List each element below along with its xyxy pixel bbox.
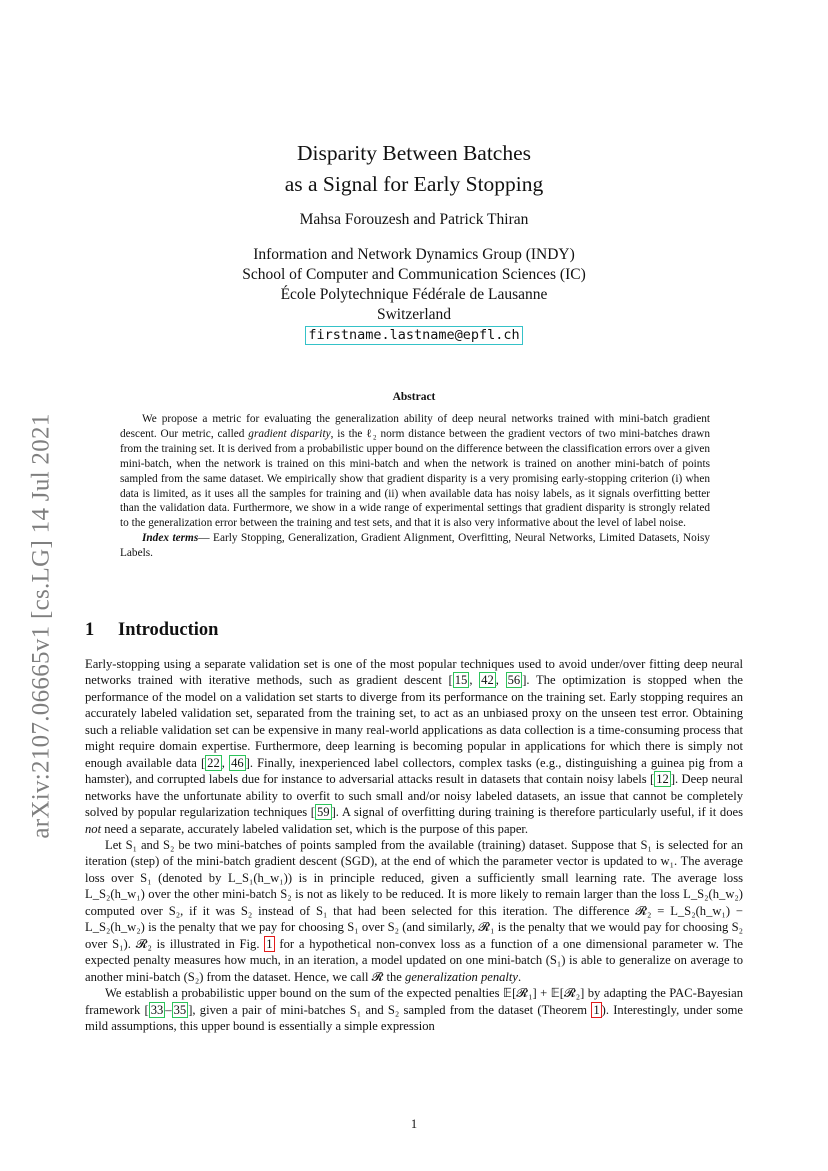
intro-paragraph-1: Early-stopping using a separate validation set is one of the most popular techniques used to avoid under/over fitting deep neural networks trained with iterative methods, such as gradient descent [ 15 , 42 , 56 ]. The optimization is stopped when the performance of the model on a validation set starts to diverge from its performance on the training set. Early stopping requires an accurately labeled validation set, separated from the training set, to act as an unbiased proxy on the unseen test error. Obtaining such a reliable validation set can be expensive in many real-world applications as data collection is a time-consuming process that might require domain expertise. Furthermore, deep learning is becoming popular in applications for which there is simply not enough available data [ 22 , 46 ]. Finally, inexperienced label collectors, complex tasks (e.g., distinguishing a guinea pig from a hamster), and corrupted labels due for instance to adversarial attacks result in datasets that contain noisy labels [ 12 ]. Deep neural networks have the unfortunate ability to overfit to such small and/or noisy labeled datasets, an issue that cannot be completely solved by popular regularization techniques [ 59 ]. A signal of overfitting during training is therefore particularly useful, if it does not need a separate, accurately labeled validation set, which is the purpose of this paper. [85, 657, 744, 836]
abstract-paragraph [120, 412, 710, 531]
body-text: ], given a pair of mini-batches S₁ and S₂ sampled from the dataset (Theorem [188, 1002, 592, 1017]
index-terms-list: — Early Stopping, Generalization, Gradient Alignment, Overfitting, Neural Networks, Limited Datasets, Noisy Labels. [120, 532, 711, 560]
affiliation-line: École Polytechnique Fédérale de Lausanne [280, 286, 548, 303]
page-number: 1 [410, 1117, 418, 1131]
author-email-link[interactable]: firstname.lastname@epfl.ch [305, 326, 522, 345]
arxiv-identifier-stamp [22, 378, 62, 873]
paper-title [0, 138, 828, 200]
arxiv-identifier-text: arXiv:2107.06665v1 [cs.LG] 14 Jul 2021 [28, 412, 55, 839]
affiliation-line: Switzerland [376, 306, 452, 323]
intro-paragraph-3 [85, 985, 743, 1034]
citation-link[interactable]: 33 [150, 1002, 164, 1017]
theorem-reference-link[interactable]: 1 [593, 1002, 600, 1017]
citation-range-dash: – [165, 1002, 172, 1017]
body-text: We establish a probabilistic upper bound on the sum of the expected penalties 𝔼[𝓡₁] + 𝔼[𝓡₂] by adapting the PAC-Bayesian framework [ [85, 986, 743, 1017]
abstract-heading: Abstract [392, 391, 436, 403]
citation-link[interactable]: 56 [507, 673, 521, 688]
abstract-body [120, 412, 710, 561]
citation-link[interactable]: 42 [481, 673, 494, 688]
abstract-text: , is the ℓ₂ norm distance between the gradient vectors of two mini-batches drawn from the training set. It is derived from a probabilistic upper bound on the difference between the classification errors over a given mini-batch, when the network is trained on this mini-batch and when the network is trained on another mini-batch of points sampled from the same dataset. We empirically show that gradient disparity is a very promising early-stopping criterion (i) when data is limited, as it uses all the samples for training and (ii) when available data has noisy labels, as it signals overfitting better than the validation data. Furthermore, we show in a wide range of experimental settings that gradient disparity is strongly related to the generalization error between the training and test sets, and that it is also very informative about the level of label noise. [120, 427, 710, 530]
author-affiliation [0, 245, 828, 345]
body-text: ]. A signal of overfitting during training is therefore particularly useful, if it does [331, 805, 743, 820]
body-text: ]. The optimization is stopped when the performance of the model on a validation set starts to diverge from its performance on the training set. Early stopping requires an accurately labeled validation set, separated from the training set, to act as an unbiased proxy on the unseen test error. Obtaining such a reliable validation set can be expensive in many real-world applications as data collection is a time-consuming process that might require domain expertise. Furthermore, deep learning is becoming popular in applications for which there is simply not enough available data [ [85, 673, 744, 770]
citation-link[interactable]: 46 [231, 755, 244, 770]
emphasis-text: not [85, 821, 102, 836]
body-text: need a separate, accurately labeled validation set, which is the purpose of this paper. [101, 821, 529, 836]
intro-paragraph-2 [85, 837, 743, 985]
citation-link[interactable]: 59 [317, 805, 330, 820]
section-title-text: Introduction [118, 620, 219, 640]
citation-link[interactable]: 15 [454, 673, 468, 688]
section-heading-introduction [85, 620, 218, 641]
citation-link[interactable]: 22 [207, 755, 220, 770]
body-text: ]. Deep neural networks have the unfortunate ability to overfit to such small and/or noisy labeled datasets, an issue that cannot be completely solved by popular regularization techniques [ [85, 772, 743, 820]
affiliation-line: School of Computer and Communication Sciences (IC) [242, 266, 586, 283]
index-terms-label: Index terms [142, 532, 199, 545]
index-terms [120, 531, 710, 561]
title-line-1: Disparity Between Batches [296, 141, 532, 165]
body-text: Let S₁ and S₂ be two mini-batches of points sampled from the available (training) dataset. Suppose that S₁ is selected for an iteration (step) of the mini-batch gradient descent (SGD), at the end of which the parameter vector is updated to w₁. The average loss over S₁ (denoted by L_S₁(h_w₁)) is in principle reduced, given a sufficiently small learning rate. The average loss L_S₂(h_w₁) over the other mini-batch S₂ is not as likely to be reduced. It is more likely to remain larger than the loss L_S₂(h_w₂) computed over S₂, if it was S₂ instead of S₁ that had been selected for this iteration. The difference 𝓡₂ = L_S₂(h_w₁) − L_S₂(h_w₂) is the penalty that we pay for choosing S₁ over S₂ (and similarly, 𝓡₁ is the penalty that we would pay for choosing S₂ over S₁). 𝓡₂ is illustrated in Fig. [85, 837, 743, 951]
abstract-emphasis: gradient disparity [248, 427, 331, 440]
introduction-body [85, 656, 743, 1034]
citation-link[interactable]: 35 [173, 1002, 187, 1017]
section-number: 1 [85, 620, 95, 640]
paper-authors: Mahsa Forouzesh and Patrick Thiran [299, 211, 529, 228]
figure-reference-link[interactable]: 1 [266, 936, 273, 951]
title-line-2: as a Signal for Early Stopping [284, 172, 544, 196]
citation-link[interactable]: 12 [656, 772, 669, 787]
emphasis-text: generalization penalty [405, 969, 519, 984]
body-text: ). Interestingly, under some mild assumptions, this upper bound is essentially a simple expression [85, 1002, 743, 1033]
abstract-text: We propose a metric for evaluating the generalization ability of deep neural networks trained with mini-batch gradient descent. Our metric, called [120, 413, 710, 440]
body-text: Early-stopping using a separate validation set is one of the most popular techniques used to avoid under/over fitting deep neural networks trained with iterative methods, such as gradient descent [ [85, 657, 743, 688]
body-text: . [518, 969, 522, 984]
body-text: ]. Finally, inexperienced label collectors, complex tasks (e.g., distinguishing a guinea pig from a hamster), and corrupted labels due for instance to adversarial attacks result in datasets that contain noisy labels [ [85, 755, 744, 787]
body-text: for a hypothetical non-convex loss as a function of a one dimensional parameter w. The expected penalty measures how much, in an iteration, a model updated on one mini-batch (S₁) is able to generalize on average to another mini-batch (S₂) from the dataset. Hence, we call 𝓡 the [85, 936, 743, 984]
affiliation-line: Information and Network Dynamics Group (INDY) [253, 246, 575, 263]
